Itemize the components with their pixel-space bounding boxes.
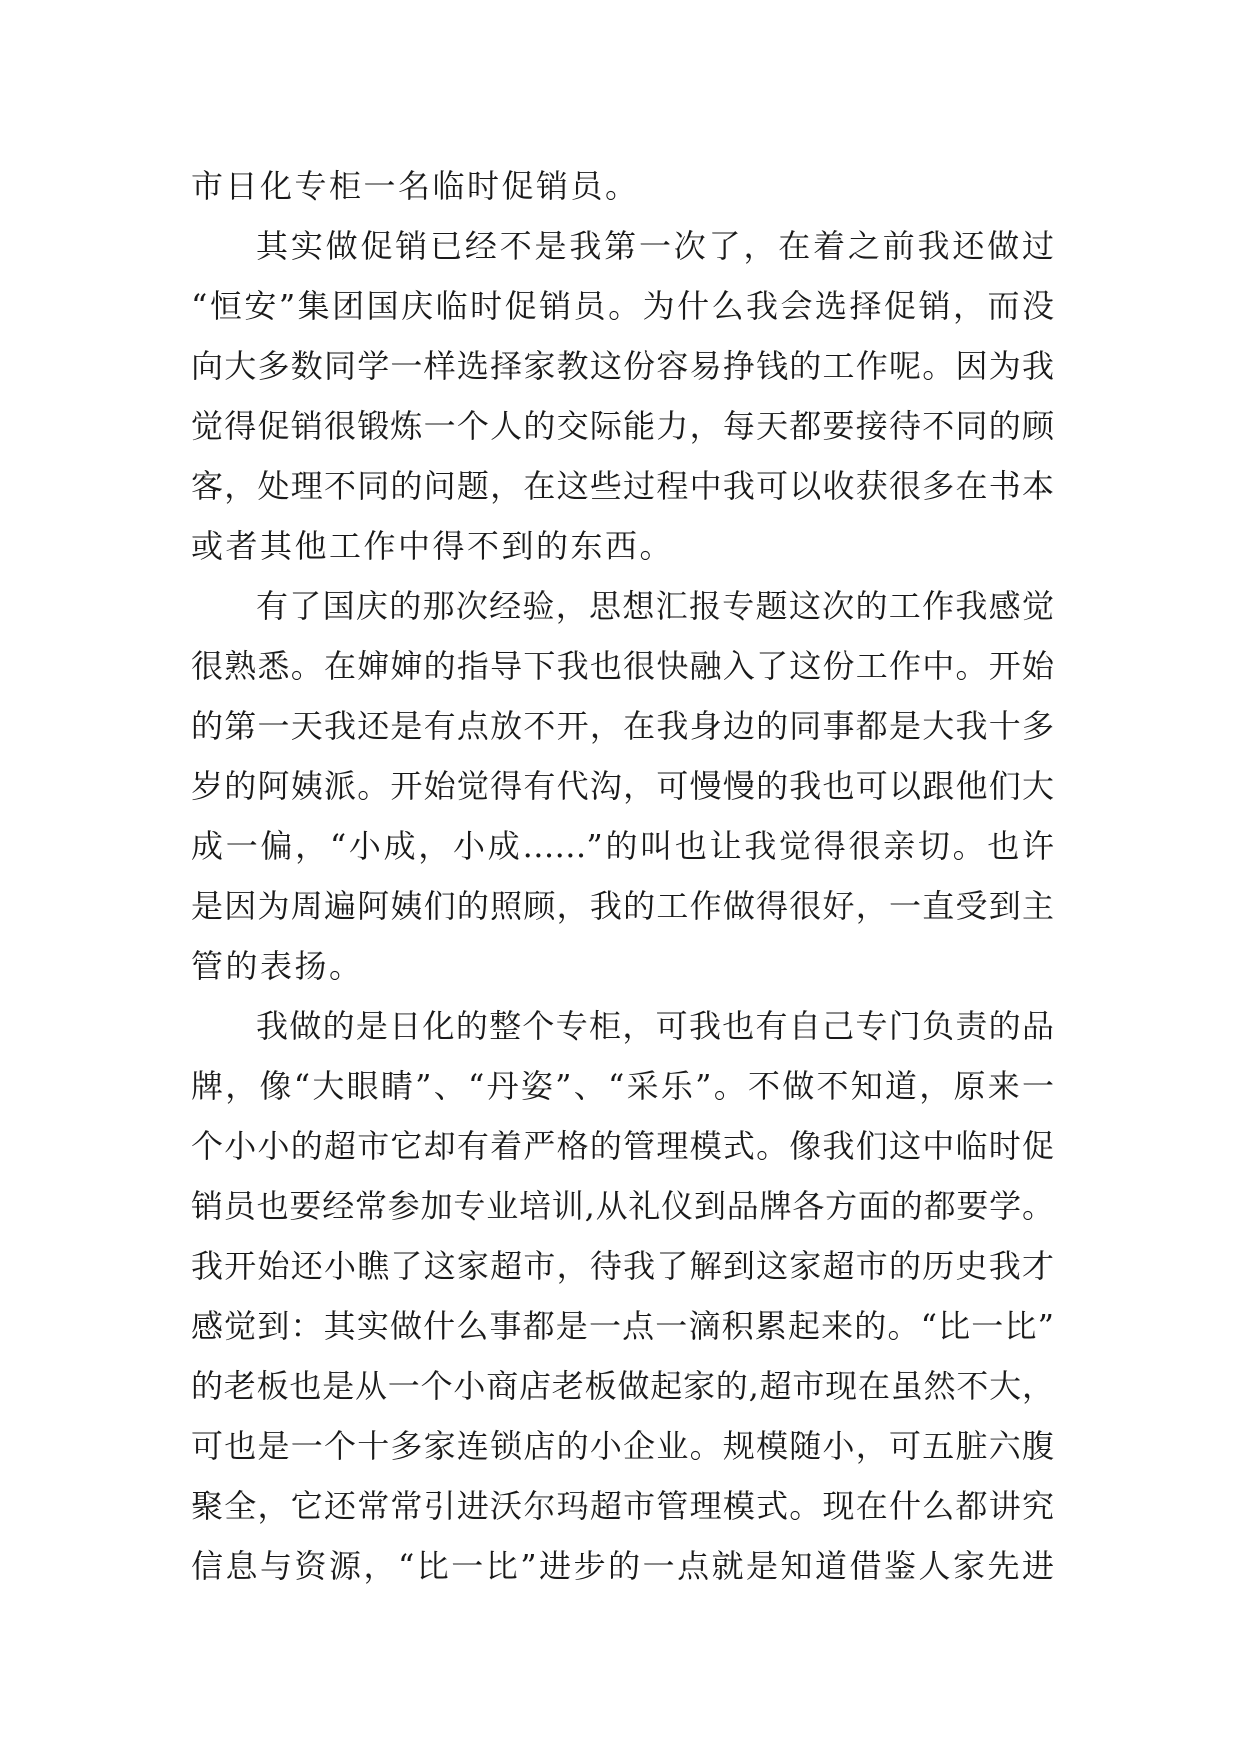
text-line: 其实做促销已经不是我第一次了，在着之前我还做过 (256, 227, 1054, 265)
text-line: 是因为周遍阿姨们的照顾，我的工作做得很好，一直受到主 (191, 887, 1054, 925)
text-line: 的第一天我还是有点放不开，在我身边的同事都是大我十多 (191, 707, 1054, 745)
text-line: 管的表扬。 (191, 947, 364, 985)
text-line: 很熟悉。在婶婶的指导下我也很快融入了这份工作中。开始 (191, 647, 1054, 685)
text-line: 向大多数同学一样选择家教这份容易挣钱的工作呢。因为我 (191, 347, 1054, 385)
text-line: 个小小的超市它却有着严格的管理模式。像我们这中临时促 (191, 1127, 1054, 1165)
text-line: 或者其他工作中得不到的东西。 (191, 527, 675, 565)
text-line: 觉得促销很锻炼一个人的交际能力，每天都要接待不同的顾 (191, 407, 1054, 445)
text-line: 我做的是日化的整个专柜，可我也有自己专门负责的品 (256, 1007, 1054, 1045)
text-line: 信息与资源，“比一比”进步的一点就是知道借鉴人家先进 (191, 1547, 1054, 1585)
text-line: 销员也要经常参加专业培训,从礼仪到品牌各方面的都要学。 (191, 1187, 1054, 1225)
text-line: 有了国庆的那次经验，思想汇报专题这次的工作我感觉 (256, 587, 1054, 625)
text-line: 成一偏，“小成，小成……”的叫也让我觉得很亲切。也许 (191, 827, 1054, 865)
body-text (191, 156, 1054, 1596)
text-line: 的老板也是从一个小商店老板做起家的,超市现在虽然不大， (191, 1367, 1054, 1405)
text-line: 岁的阿姨派。开始觉得有代沟，可慢慢的我也可以跟他们大 (191, 767, 1054, 805)
text-line: 聚全，它还常常引进沃尔玛超市管理模式。现在什么都讲究 (191, 1487, 1054, 1525)
text-line: 市日化专柜一名临时促销员。 (191, 167, 640, 205)
text-line: 感觉到：其实做什么事都是一点一滴积累起来的。“比一比” (191, 1307, 1054, 1345)
text-line: 客，处理不同的问题，在这些过程中我可以收获很多在书本 (191, 467, 1054, 505)
text-line: 我开始还小瞧了这家超市，待我了解到这家超市的历史我才 (191, 1247, 1054, 1285)
text-line: 牌，像“大眼睛”、“丹姿”、“采乐”。不做不知道，原来一 (191, 1067, 1054, 1105)
text-line: 可也是一个十多家连锁店的小企业。规模随小，可五脏六腹 (191, 1427, 1054, 1465)
text-line: “恒安”集团国庆临时促销员。为什么我会选择促销，而没 (191, 287, 1054, 325)
